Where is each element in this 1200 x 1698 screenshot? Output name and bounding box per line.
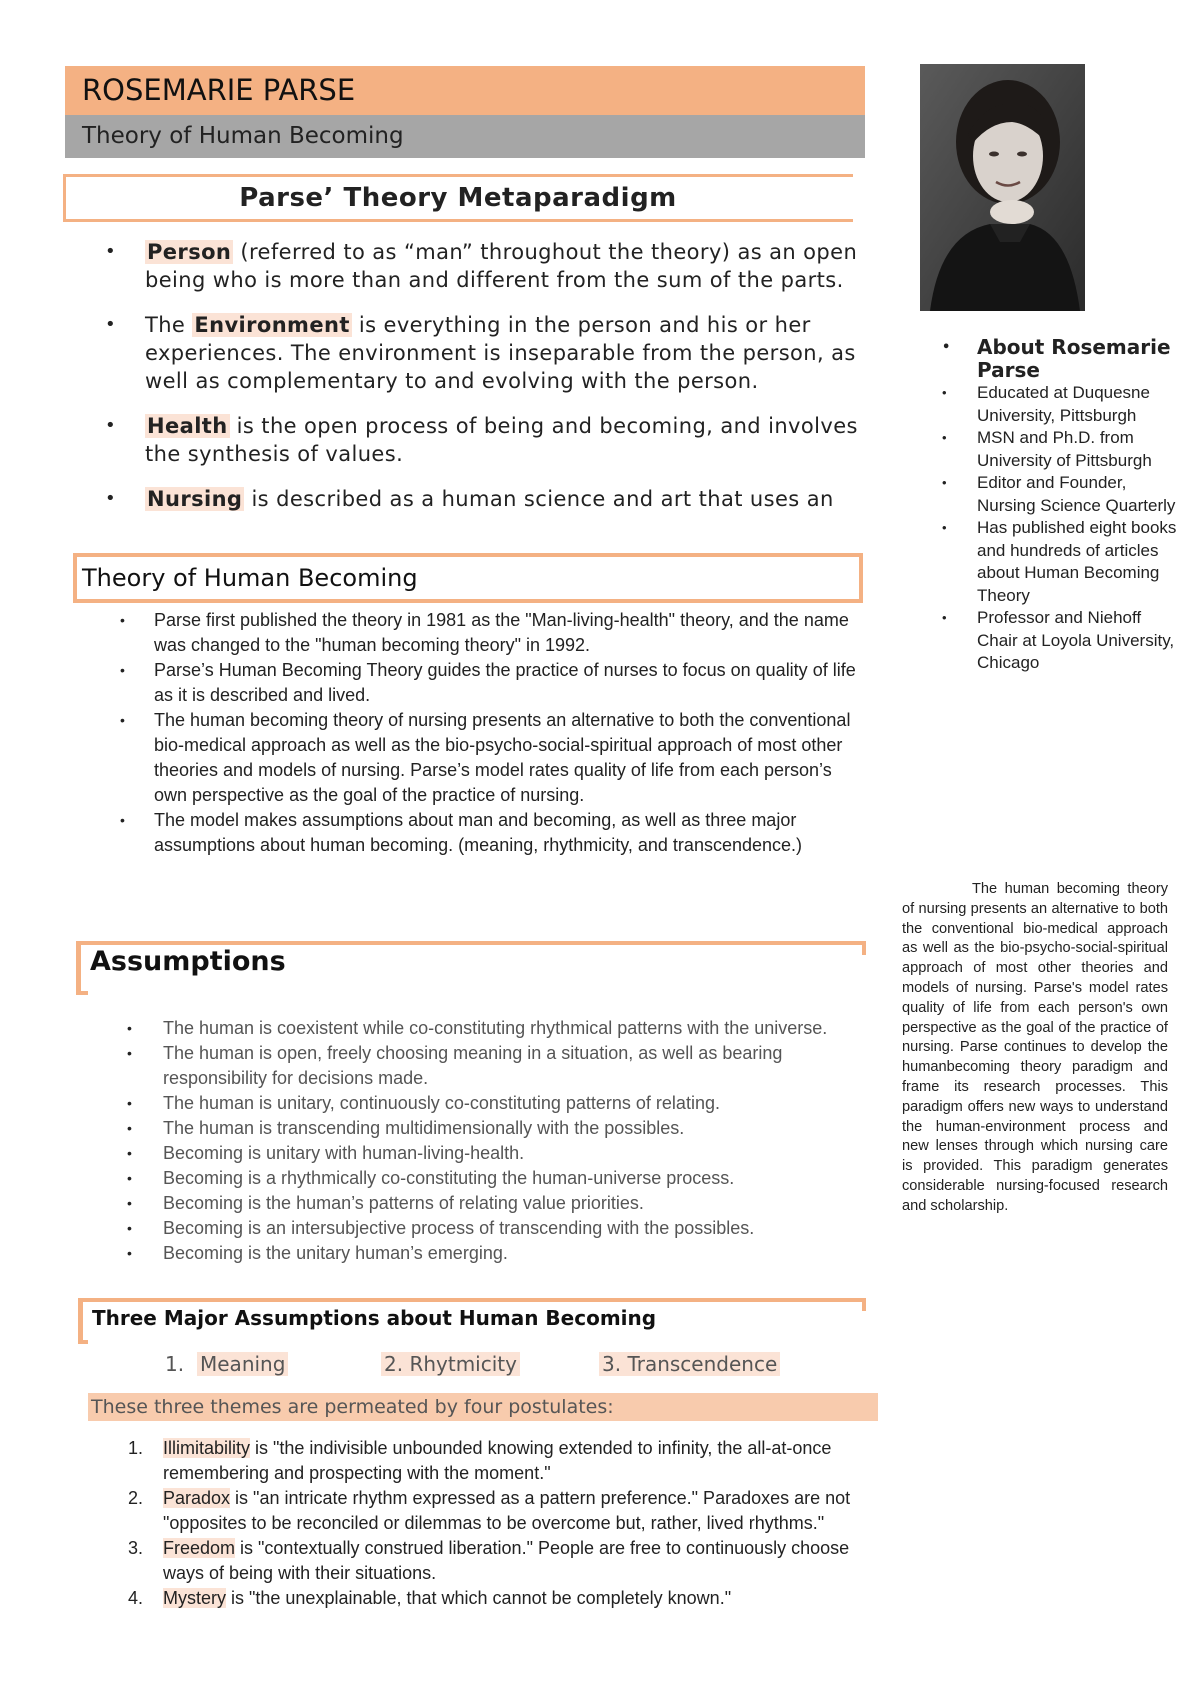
postulate-term: Freedom bbox=[163, 1538, 236, 1558]
postulates-list bbox=[128, 1436, 873, 1611]
theme-label: Meaning bbox=[197, 1352, 288, 1376]
item-text: is everything in the person and his or her experiences. The environment is inseparable from the person, as well as complementary to and evolving with the person. bbox=[145, 313, 856, 393]
postulate-term: Illimitability bbox=[163, 1438, 251, 1458]
list-item: • Becoming is an intersubjective process of transcending with the possibles. bbox=[127, 1216, 867, 1241]
portrait-photo bbox=[920, 64, 1085, 311]
list-item: • The human is unitary, continuously co-constituting patterns of relating. bbox=[127, 1091, 867, 1116]
portrait-image bbox=[920, 64, 1085, 311]
list-item: • Becoming is a rhythmically co-constituting the human-universe process. bbox=[127, 1166, 867, 1191]
metaparadigm-heading: Parse’ Theory Metaparadigm bbox=[239, 183, 677, 213]
list-item: • Parse’s Human Becoming Theory guides the practice of nurses to focus on quality of life as it is described and lived. bbox=[120, 658, 860, 708]
about-item: • Professor and Niehoff Chair at Loyola University, Chicago bbox=[942, 607, 1177, 675]
theme-number-1: 1. bbox=[165, 1352, 185, 1376]
postulate-item bbox=[128, 1536, 873, 1586]
list-item: • Parse first published the theory in 1981 as the "Man-living-health" theory, and the name was changed to the "human becoming theory" in 1992. bbox=[120, 608, 860, 658]
postulate-text: is "the indivisible unbounded knowing extended to infinity, the all-at-once remembering and prospecting with the moment." bbox=[163, 1438, 832, 1483]
theme-label: 3. Transcendence bbox=[599, 1352, 780, 1376]
postulate-item bbox=[128, 1486, 873, 1536]
about-item: • MSN and Ph.D. from University of Pittsburgh bbox=[942, 427, 1177, 472]
postulate-item bbox=[128, 1436, 873, 1486]
postulate-text: is "contextually construed liberation." People are free to continuously choose ways of being with their situations. bbox=[163, 1538, 850, 1583]
about-list bbox=[942, 336, 1177, 675]
list-item: • Becoming is the human’s patterns of relating value priorities. bbox=[127, 1191, 867, 1216]
theory-heading: Theory of Human Becoming bbox=[82, 564, 418, 592]
postulate-text: is "an intricate rhythm expressed as a pattern preference." Paradoxes are not "opposites to be reconciled or dilemmas to be overcome but, rather, lived rhythms." bbox=[163, 1488, 851, 1533]
list-item: • The human is coexistent while co-constituting rhythmical patterns with the universe. bbox=[127, 1016, 867, 1041]
postulate-term: Paradox bbox=[163, 1488, 231, 1508]
theory-list bbox=[120, 608, 860, 858]
postulate-number: 2. bbox=[128, 1488, 144, 1508]
item-text: (referred to as “man” throughout the theory) as an open being who is more than and different from the sum of the parts. bbox=[145, 240, 858, 292]
side-paragraph: The human becoming theory of nursing presents an alternative to both the conventional bio-medical approach as well as the bio-psycho-social-spiritual approach of most other theories and models of nursing. Parse's model rates quality of life from each person's own perspective as the goal of the practice of nursing. Parse continues to develop the humanbecoming theory paradigm and frame its research processes. This paradigm offers new ways to understand the human-environment process and new lenses through which nursing care is provided. This paradigm generates considerable nursing-focused research and scholarship. bbox=[902, 881, 1168, 1214]
postulate-number: 4. bbox=[128, 1588, 144, 1608]
theme-transcendence bbox=[599, 1350, 780, 1378]
metaparadigm-item-nursing bbox=[105, 485, 865, 513]
list-item: • Becoming is unitary with human-living-health. bbox=[127, 1141, 867, 1166]
list-item: • Becoming is the unitary human’s emerging. bbox=[127, 1241, 867, 1266]
postulate-text: is "the unexplainable, that which cannot be completely known." bbox=[226, 1588, 732, 1608]
theme-label: 2. Rhytmicity bbox=[381, 1352, 520, 1376]
term-nursing: Nursing bbox=[147, 487, 243, 511]
postulate-number: 3. bbox=[128, 1538, 144, 1558]
about-item: • Editor and Founder, Nursing Science Quarterly bbox=[942, 472, 1177, 517]
postulate-term: Mystery bbox=[163, 1588, 226, 1608]
page-title: ROSEMARIE PARSE bbox=[65, 66, 865, 115]
metaparadigm-item-person bbox=[105, 238, 865, 294]
postulates-intro: These three themes are permeated by four postulates: bbox=[88, 1393, 878, 1421]
theme-rhytmicity bbox=[381, 1350, 520, 1378]
postulate-item bbox=[128, 1586, 873, 1611]
about-item: • Educated at Duquesne University, Pittsburgh bbox=[942, 382, 1177, 427]
three-major-heading: Three Major Assumptions about Human Becoming bbox=[92, 1306, 657, 1330]
metaparadigm-item-health bbox=[105, 412, 865, 468]
assumptions-heading: Assumptions bbox=[90, 946, 286, 977]
assumptions-list bbox=[127, 1016, 867, 1266]
page-subtitle: Theory of Human Becoming bbox=[65, 115, 865, 158]
list-item: • The model makes assumptions about man and becoming, as well as three major assumptions about human becoming. (meaning, rhythmicity, and transcendence.) bbox=[120, 808, 860, 858]
about-item: • Has published eight books and hundreds of articles about Human Becoming Theory bbox=[942, 517, 1177, 607]
item-text: is the open process of being and becoming, and involves the synthesis of values. bbox=[145, 414, 858, 466]
metaparadigm-item-environment bbox=[105, 311, 865, 395]
about-heading: • About Rosemarie Parse bbox=[942, 336, 1177, 382]
list-item: • The human is transcending multidimensionally with the possibles. bbox=[127, 1116, 867, 1141]
theme-meaning bbox=[197, 1350, 288, 1378]
metaparadigm-list bbox=[105, 238, 865, 534]
term-health: Health bbox=[147, 414, 228, 438]
term-environment: Environment bbox=[194, 313, 350, 337]
item-text: is described as a human science and art that uses an bbox=[244, 487, 834, 511]
list-item: • The human is open, freely choosing meaning in a situation, as well as bearing responsibility for decisions made. bbox=[127, 1041, 867, 1091]
item-prefix: The bbox=[145, 313, 193, 337]
list-item: • The human becoming theory of nursing presents an alternative to both the conventional bio-medical approach as well as the bio-psycho-social-spiritual approach of most other theories and models of nursing. Parse’s model rates quality of life from each person’s own perspective as the goal of the practice of nursing. bbox=[120, 708, 860, 808]
term-person: Person bbox=[147, 240, 232, 264]
postulate-number: 1. bbox=[128, 1438, 144, 1458]
